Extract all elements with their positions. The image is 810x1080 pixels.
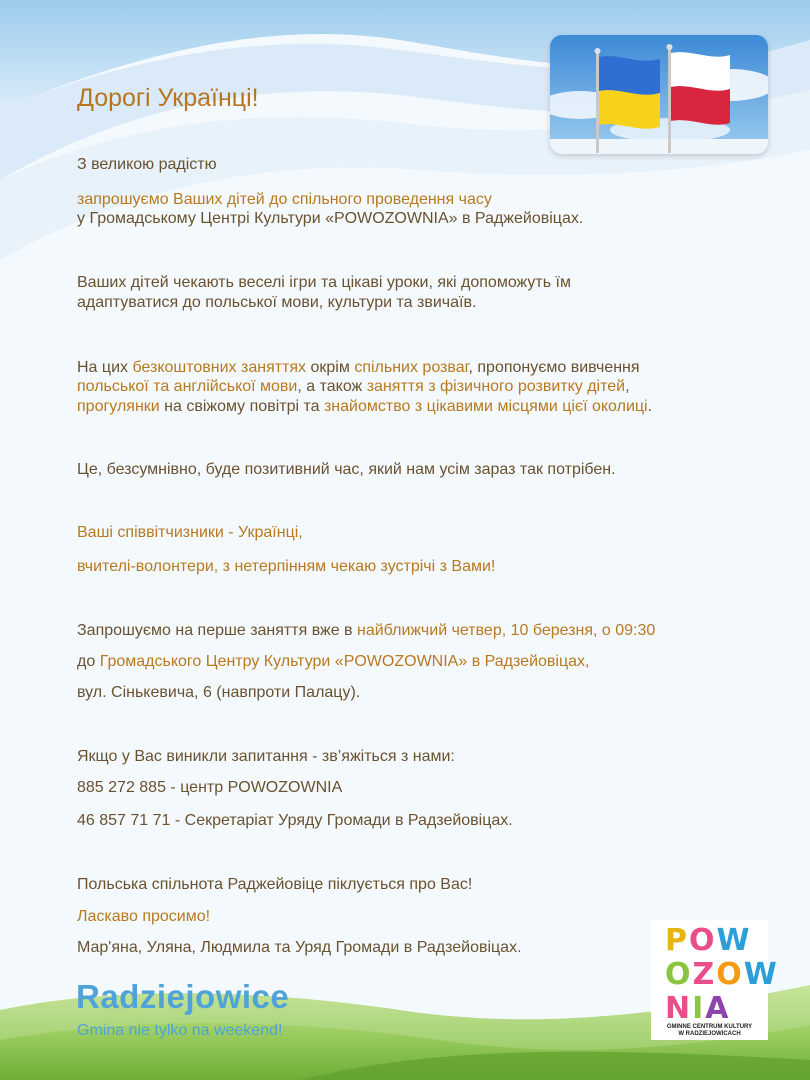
powozownia-logo: [651, 920, 779, 1040]
logo-caption-2: W RADZIEJOWICACH: [678, 1031, 741, 1037]
contact-phone-secretariat: 46 857 71 71 - Секретаріат Уряду Громади в Радзейовіцах.: [77, 812, 513, 829]
highlight: заняття з фізичного розвитку дітей: [366, 378, 626, 395]
highlight: Громадського Центру Культури «POWOZOWNIA» в Радзейовіцах,: [99, 653, 590, 670]
flags-image: [550, 35, 768, 154]
logo-letter: Z: [692, 957, 717, 992]
text: на свіжому повітрі та: [159, 398, 324, 415]
intro-line-2: запрошуємо Ваших дітей до спільного проведення часу: [77, 191, 492, 208]
logo-caption-1: GMINNE CENTRUM KULTURY: [666, 1024, 753, 1030]
para6-line-3: вул. Сінькевича, 6 (навпроти Палацу).: [77, 684, 361, 701]
para5-line-1: Ваші співвітчизники - Українці,: [77, 524, 303, 541]
logo-letter: O: [665, 957, 693, 992]
para3-line-3: [77, 396, 652, 418]
text: окрім: [306, 359, 355, 376]
closing-signature: Мар'яна, Уляна, Людмила та Уряд Громади в Радзейовіцах.: [77, 939, 522, 956]
text: до: [77, 653, 100, 670]
logo-row-1: [665, 924, 752, 958]
highlight: безкоштовних заняттях: [132, 359, 307, 376]
logo-letter: O: [716, 957, 744, 992]
radziejowice-logo: Radziejowice: [76, 978, 290, 1015]
para2-line-1: Ваших дітей чекають веселі ігри та цікаві уроки, які допоможуть їм: [77, 274, 571, 291]
para2-line-2: адаптуватися до польської мови, культури та звичаїв.: [77, 294, 477, 311]
para6-line-2: [77, 651, 589, 673]
intro-line-1: З великою радістю: [77, 156, 217, 173]
radziejowice-tagline: Gmina nie tylko na weekend!: [77, 1022, 283, 1039]
logo-row-2: [665, 958, 779, 992]
intro-line-3: у Громадському Центрі Культури «POWOZOWNIA» в Раджейовіцах.: [77, 210, 584, 227]
highlight: знайомство з цікавими місцями цієї околиці: [323, 398, 648, 415]
highlight: прогулянки: [77, 398, 160, 415]
highlight: найближчий четвер, 10 березня, о 09:30: [357, 622, 656, 639]
closing-welcome: Ласкаво просимо!: [77, 908, 211, 925]
para4-line: Це, безсумнівно, буде позитивний час, який нам усім зараз так потрібен.: [77, 461, 616, 478]
para5-line-2: вчителі-волонтери, з нетерпінням чекаю зустрічі з Вами!: [77, 558, 496, 575]
text: Запрошуємо на перше заняття вже в: [77, 622, 357, 639]
logo-letter: W: [743, 957, 779, 992]
contact-line-1: Якщо у Вас виникли запитання - зв’яжіться з нами:: [77, 748, 455, 765]
logo-letter: O: [689, 923, 717, 958]
text: , пропонуємо вивчення: [468, 359, 640, 376]
highlight: спільних розваг: [354, 359, 469, 376]
closing-line-1: Польська спільнота Раджейовіце піклується про Вас!: [77, 876, 473, 893]
text: ,: [625, 378, 630, 395]
ukraine-poland-flags-icon: [550, 35, 768, 154]
text: На цих: [77, 359, 133, 376]
para6-line-1: [77, 620, 655, 642]
logo-letter: I: [692, 991, 706, 1026]
logo-row-3: [665, 992, 731, 1026]
page-title: Дорогі Українці!: [77, 84, 259, 112]
highlight: польської та англійської мови: [77, 378, 298, 395]
para3-line-2: [77, 376, 630, 398]
logo-letter: W: [716, 923, 752, 958]
text: .: [647, 398, 653, 415]
text: , а також: [297, 378, 367, 395]
contact-phone-center: 885 272 885 - центр POWOZOWNIA: [77, 779, 343, 796]
logo-letter: N: [665, 991, 693, 1026]
logo-letter: P: [665, 923, 689, 958]
logo-letter: A: [705, 991, 731, 1026]
